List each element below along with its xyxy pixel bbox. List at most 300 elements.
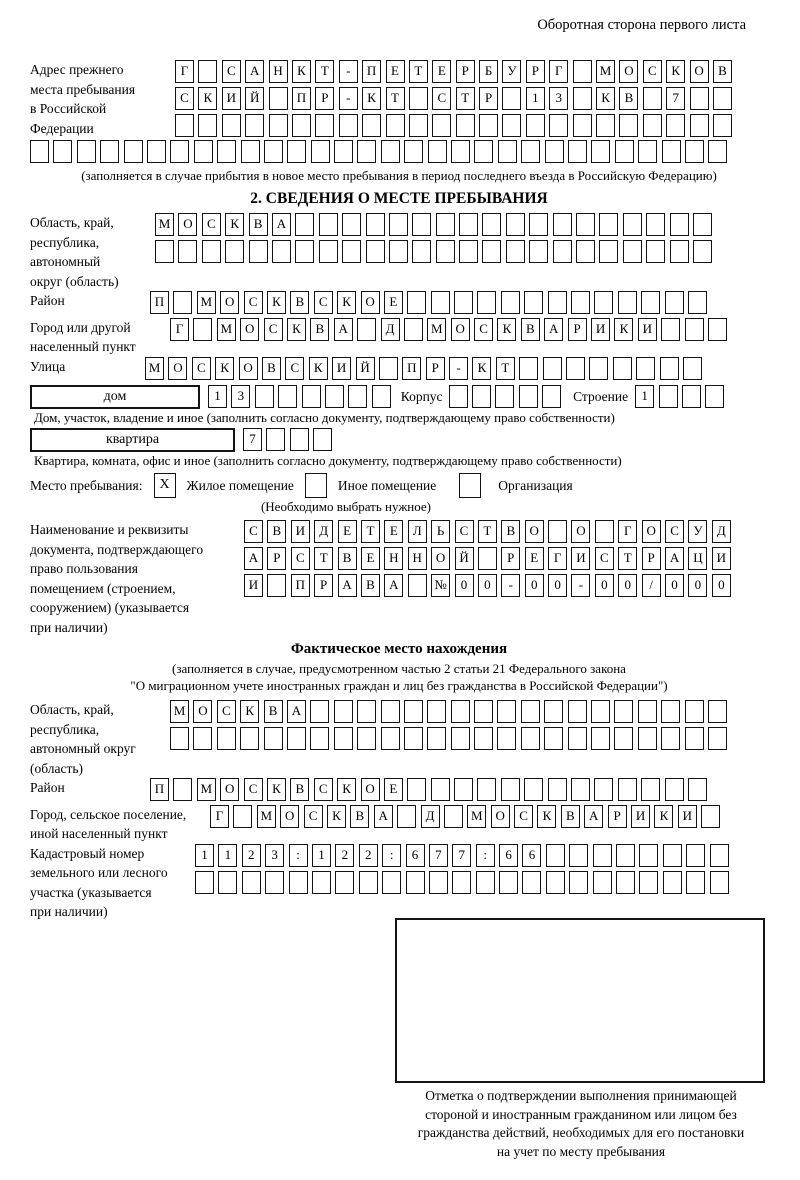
char-cell[interactable]: :: [476, 844, 495, 867]
char-cell[interactable]: 0: [595, 574, 614, 597]
char-cell[interactable]: С: [665, 520, 684, 543]
char-cell[interactable]: О: [220, 291, 239, 314]
char-cell[interactable]: [155, 240, 174, 263]
char-cell[interactable]: [593, 844, 612, 867]
char-cell[interactable]: [545, 140, 564, 163]
char-cell[interactable]: [218, 871, 237, 894]
char-cell[interactable]: С: [474, 318, 493, 341]
char-cell[interactable]: -: [339, 87, 358, 110]
char-cell[interactable]: Р: [456, 60, 475, 83]
char-cell[interactable]: Р: [608, 805, 627, 828]
char-cell[interactable]: [265, 871, 284, 894]
char-cell[interactable]: [255, 385, 274, 408]
char-cell[interactable]: [693, 240, 712, 263]
char-cell[interactable]: -: [501, 574, 520, 597]
char-cell[interactable]: С: [314, 291, 333, 314]
char-cell[interactable]: [30, 140, 49, 163]
char-cell[interactable]: Ь: [431, 520, 450, 543]
char-cell[interactable]: [451, 140, 470, 163]
char-cell[interactable]: 6: [406, 844, 425, 867]
char-cell[interactable]: [566, 357, 585, 380]
char-cell[interactable]: В: [521, 318, 540, 341]
char-cell[interactable]: [595, 520, 614, 543]
char-cell[interactable]: М: [467, 805, 486, 828]
char-cell[interactable]: И: [712, 547, 731, 570]
char-cell[interactable]: [147, 140, 166, 163]
char-cell[interactable]: 0: [665, 574, 684, 597]
char-cell[interactable]: А: [374, 805, 393, 828]
char-cell[interactable]: [436, 240, 455, 263]
char-cell[interactable]: [175, 114, 194, 137]
char-cell[interactable]: О: [642, 520, 661, 543]
char-cell[interactable]: [613, 357, 632, 380]
char-cell[interactable]: В: [561, 805, 580, 828]
char-cell[interactable]: И: [591, 318, 610, 341]
char-cell[interactable]: [660, 357, 679, 380]
char-cell[interactable]: №: [431, 574, 450, 597]
char-cell[interactable]: [521, 140, 540, 163]
char-cell[interactable]: О: [280, 805, 299, 828]
char-cell[interactable]: К: [267, 778, 286, 801]
char-cell[interactable]: /: [642, 574, 661, 597]
char-cell[interactable]: Т: [478, 520, 497, 543]
char-cell[interactable]: Г: [210, 805, 229, 828]
char-cell[interactable]: Р: [568, 318, 587, 341]
char-cell[interactable]: К: [215, 357, 234, 380]
char-cell[interactable]: [429, 871, 448, 894]
char-cell[interactable]: [568, 727, 587, 750]
char-cell[interactable]: [576, 213, 595, 236]
char-cell[interactable]: [594, 291, 613, 314]
char-cell[interactable]: [546, 871, 565, 894]
char-cell[interactable]: А: [287, 700, 306, 723]
char-cell[interactable]: Г: [618, 520, 637, 543]
char-cell[interactable]: О: [431, 547, 450, 570]
char-cell[interactable]: 6: [499, 844, 518, 867]
char-cell[interactable]: [427, 727, 446, 750]
char-cell[interactable]: [641, 291, 660, 314]
char-cell[interactable]: Е: [338, 520, 357, 543]
char-cell[interactable]: [502, 114, 521, 137]
char-cell[interactable]: Т: [314, 547, 333, 570]
char-cell[interactable]: Р: [267, 547, 286, 570]
char-cell[interactable]: [544, 700, 563, 723]
char-cell[interactable]: [225, 240, 244, 263]
char-cell[interactable]: [124, 140, 143, 163]
char-cell[interactable]: Г: [548, 547, 567, 570]
char-cell[interactable]: [289, 871, 308, 894]
char-cell[interactable]: А: [338, 574, 357, 597]
char-cell[interactable]: К: [292, 60, 311, 83]
char-cell[interactable]: [77, 140, 96, 163]
char-cell[interactable]: [170, 727, 189, 750]
char-cell[interactable]: М: [257, 805, 276, 828]
checkbox-residential-premises[interactable]: X: [154, 473, 176, 498]
char-cell[interactable]: В: [290, 291, 309, 314]
char-cell[interactable]: Й: [356, 357, 375, 380]
char-cell[interactable]: Г: [170, 318, 189, 341]
char-cell[interactable]: [665, 778, 684, 801]
checkbox-other-premises[interactable]: [305, 473, 327, 498]
char-cell[interactable]: [686, 844, 705, 867]
char-cell[interactable]: [357, 318, 376, 341]
char-cell[interactable]: [616, 844, 635, 867]
char-cell[interactable]: Т: [409, 60, 428, 83]
char-cell[interactable]: С: [432, 87, 451, 110]
char-cell[interactable]: [646, 213, 665, 236]
char-cell[interactable]: С: [217, 700, 236, 723]
char-cell[interactable]: В: [249, 213, 268, 236]
char-cell[interactable]: [319, 213, 338, 236]
char-cell[interactable]: Д: [314, 520, 333, 543]
char-cell[interactable]: О: [619, 60, 638, 83]
char-cell[interactable]: [428, 140, 447, 163]
char-cell[interactable]: [193, 727, 212, 750]
char-cell[interactable]: [222, 114, 241, 137]
char-cell[interactable]: У: [688, 520, 707, 543]
char-cell[interactable]: Ц: [688, 547, 707, 570]
char-cell[interactable]: П: [150, 291, 169, 314]
char-cell[interactable]: И: [571, 547, 590, 570]
char-cell[interactable]: К: [666, 60, 685, 83]
char-cell[interactable]: [498, 140, 517, 163]
char-cell[interactable]: [482, 240, 501, 263]
char-cell[interactable]: А: [665, 547, 684, 570]
char-cell[interactable]: [690, 87, 709, 110]
char-cell[interactable]: 6: [522, 844, 541, 867]
char-cell[interactable]: [708, 318, 727, 341]
char-cell[interactable]: Т: [618, 547, 637, 570]
char-cell[interactable]: [688, 778, 707, 801]
char-cell[interactable]: [342, 240, 361, 263]
char-cell[interactable]: В: [619, 87, 638, 110]
char-cell[interactable]: [292, 114, 311, 137]
char-cell[interactable]: [663, 871, 682, 894]
char-cell[interactable]: [688, 291, 707, 314]
char-cell[interactable]: :: [382, 844, 401, 867]
char-cell[interactable]: 3: [231, 385, 250, 408]
char-cell[interactable]: [501, 291, 520, 314]
char-cell[interactable]: [193, 318, 212, 341]
char-cell[interactable]: [278, 385, 297, 408]
char-cell[interactable]: [477, 291, 496, 314]
char-cell[interactable]: [576, 240, 595, 263]
char-cell[interactable]: К: [287, 318, 306, 341]
char-cell[interactable]: [454, 778, 473, 801]
char-cell[interactable]: [290, 428, 309, 451]
char-cell[interactable]: [379, 357, 398, 380]
char-cell[interactable]: [701, 805, 720, 828]
char-cell[interactable]: [553, 240, 572, 263]
char-cell[interactable]: И: [291, 520, 310, 543]
char-cell[interactable]: [599, 240, 618, 263]
char-cell[interactable]: [594, 778, 613, 801]
char-cell[interactable]: [524, 778, 543, 801]
char-cell[interactable]: 0: [525, 574, 544, 597]
char-cell[interactable]: [357, 727, 376, 750]
char-cell[interactable]: [497, 727, 516, 750]
char-cell[interactable]: С: [244, 778, 263, 801]
char-cell[interactable]: [287, 727, 306, 750]
char-cell[interactable]: [544, 727, 563, 750]
char-cell[interactable]: [451, 700, 470, 723]
char-cell[interactable]: [173, 291, 192, 314]
char-cell[interactable]: [287, 140, 306, 163]
char-cell[interactable]: К: [472, 357, 491, 380]
char-cell[interactable]: К: [362, 87, 381, 110]
char-cell[interactable]: [519, 385, 538, 408]
char-cell[interactable]: [639, 844, 658, 867]
char-cell[interactable]: [454, 291, 473, 314]
char-cell[interactable]: 7: [452, 844, 471, 867]
char-cell[interactable]: 0: [478, 574, 497, 597]
char-cell[interactable]: Р: [526, 60, 545, 83]
char-cell[interactable]: [339, 114, 358, 137]
char-cell[interactable]: Р: [426, 357, 445, 380]
char-cell[interactable]: [431, 291, 450, 314]
char-cell[interactable]: [357, 140, 376, 163]
char-cell[interactable]: [310, 727, 329, 750]
char-cell[interactable]: С: [595, 547, 614, 570]
char-cell[interactable]: [233, 805, 252, 828]
char-cell[interactable]: С: [175, 87, 194, 110]
char-cell[interactable]: [272, 240, 291, 263]
char-cell[interactable]: М: [197, 291, 216, 314]
char-cell[interactable]: О: [178, 213, 197, 236]
char-cell[interactable]: М: [217, 318, 236, 341]
char-cell[interactable]: [436, 213, 455, 236]
char-cell[interactable]: [452, 871, 471, 894]
char-cell[interactable]: [661, 318, 680, 341]
char-cell[interactable]: [619, 114, 638, 137]
char-cell[interactable]: [295, 213, 314, 236]
char-cell[interactable]: [412, 213, 431, 236]
char-cell[interactable]: [479, 114, 498, 137]
char-cell[interactable]: [641, 778, 660, 801]
char-cell[interactable]: [549, 114, 568, 137]
char-cell[interactable]: Т: [361, 520, 380, 543]
char-cell[interactable]: И: [631, 805, 650, 828]
char-cell[interactable]: [472, 385, 491, 408]
char-cell[interactable]: Р: [501, 547, 520, 570]
char-cell[interactable]: [708, 727, 727, 750]
char-cell[interactable]: [269, 114, 288, 137]
char-cell[interactable]: [359, 871, 378, 894]
char-cell[interactable]: П: [402, 357, 421, 380]
char-cell[interactable]: Е: [384, 520, 403, 543]
char-cell[interactable]: В: [501, 520, 520, 543]
char-cell[interactable]: [685, 318, 704, 341]
char-cell[interactable]: Е: [361, 547, 380, 570]
char-cell[interactable]: А: [244, 547, 263, 570]
char-cell[interactable]: Д: [421, 805, 440, 828]
char-cell[interactable]: 1: [635, 385, 654, 408]
char-cell[interactable]: К: [596, 87, 615, 110]
char-cell[interactable]: В: [264, 700, 283, 723]
char-cell[interactable]: 3: [265, 844, 284, 867]
char-cell[interactable]: [524, 291, 543, 314]
char-cell[interactable]: 0: [455, 574, 474, 597]
char-cell[interactable]: [474, 700, 493, 723]
char-cell[interactable]: П: [291, 574, 310, 597]
char-cell[interactable]: [663, 844, 682, 867]
char-cell[interactable]: Р: [479, 87, 498, 110]
char-cell[interactable]: [195, 871, 214, 894]
char-cell[interactable]: [521, 727, 540, 750]
char-cell[interactable]: Р: [315, 87, 334, 110]
char-cell[interactable]: [615, 140, 634, 163]
char-cell[interactable]: [623, 213, 642, 236]
char-cell[interactable]: [313, 428, 332, 451]
char-cell[interactable]: С: [291, 547, 310, 570]
char-cell[interactable]: [638, 727, 657, 750]
char-cell[interactable]: Г: [175, 60, 194, 83]
char-cell[interactable]: Р: [642, 547, 661, 570]
char-cell[interactable]: [431, 778, 450, 801]
char-cell[interactable]: [264, 140, 283, 163]
char-cell[interactable]: [381, 727, 400, 750]
char-cell[interactable]: Т: [456, 87, 475, 110]
char-cell[interactable]: [591, 727, 610, 750]
char-cell[interactable]: О: [525, 520, 544, 543]
char-cell[interactable]: В: [290, 778, 309, 801]
char-cell[interactable]: О: [220, 778, 239, 801]
char-cell[interactable]: [173, 778, 192, 801]
char-cell[interactable]: [502, 87, 521, 110]
char-cell[interactable]: [348, 385, 367, 408]
char-cell[interactable]: С: [222, 60, 241, 83]
char-cell[interactable]: С: [304, 805, 323, 828]
char-cell[interactable]: [646, 240, 665, 263]
char-cell[interactable]: [407, 291, 426, 314]
char-cell[interactable]: [477, 778, 496, 801]
char-cell[interactable]: [618, 778, 637, 801]
char-cell[interactable]: У: [502, 60, 521, 83]
char-cell[interactable]: [499, 871, 518, 894]
char-cell[interactable]: [497, 700, 516, 723]
char-cell[interactable]: 1: [312, 844, 331, 867]
char-cell[interactable]: [478, 547, 497, 570]
char-cell[interactable]: [710, 844, 729, 867]
char-cell[interactable]: [170, 140, 189, 163]
char-cell[interactable]: И: [638, 318, 657, 341]
char-cell[interactable]: [685, 727, 704, 750]
char-cell[interactable]: Е: [432, 60, 451, 83]
char-cell[interactable]: Й: [455, 547, 474, 570]
char-cell[interactable]: [685, 140, 704, 163]
char-cell[interactable]: 1: [195, 844, 214, 867]
char-cell[interactable]: С: [455, 520, 474, 543]
char-cell[interactable]: Е: [386, 60, 405, 83]
char-cell[interactable]: Б: [479, 60, 498, 83]
char-cell[interactable]: А: [272, 213, 291, 236]
char-cell[interactable]: [381, 700, 400, 723]
char-cell[interactable]: [571, 778, 590, 801]
char-cell[interactable]: Н: [408, 547, 427, 570]
char-cell[interactable]: [459, 213, 478, 236]
char-cell[interactable]: К: [240, 700, 259, 723]
char-cell[interactable]: Д: [381, 318, 400, 341]
char-cell[interactable]: -: [339, 60, 358, 83]
char-cell[interactable]: И: [332, 357, 351, 380]
char-cell[interactable]: [683, 357, 702, 380]
char-cell[interactable]: [661, 700, 680, 723]
char-cell[interactable]: [459, 240, 478, 263]
char-cell[interactable]: [408, 574, 427, 597]
char-cell[interactable]: [614, 727, 633, 750]
char-cell[interactable]: Л: [408, 520, 427, 543]
char-cell[interactable]: 0: [548, 574, 567, 597]
char-cell[interactable]: [713, 87, 732, 110]
char-cell[interactable]: Е: [384, 291, 403, 314]
char-cell[interactable]: А: [384, 574, 403, 597]
char-cell[interactable]: [381, 140, 400, 163]
char-cell[interactable]: [476, 871, 495, 894]
char-cell[interactable]: [342, 213, 361, 236]
char-cell[interactable]: [451, 727, 470, 750]
char-cell[interactable]: [264, 727, 283, 750]
char-cell[interactable]: [409, 114, 428, 137]
char-cell[interactable]: А: [334, 318, 353, 341]
char-cell[interactable]: М: [155, 213, 174, 236]
char-cell[interactable]: К: [337, 778, 356, 801]
char-cell[interactable]: [319, 240, 338, 263]
char-cell[interactable]: В: [262, 357, 281, 380]
char-cell[interactable]: [432, 114, 451, 137]
char-cell[interactable]: [444, 805, 463, 828]
char-cell[interactable]: В: [713, 60, 732, 83]
char-cell[interactable]: П: [150, 778, 169, 801]
char-cell[interactable]: 2: [359, 844, 378, 867]
char-cell[interactable]: [404, 700, 423, 723]
char-cell[interactable]: Н: [384, 547, 403, 570]
char-cell[interactable]: [638, 140, 657, 163]
char-cell[interactable]: [295, 240, 314, 263]
char-cell[interactable]: [553, 213, 572, 236]
char-cell[interactable]: [249, 240, 268, 263]
char-cell[interactable]: [569, 844, 588, 867]
char-cell[interactable]: К: [198, 87, 217, 110]
char-cell[interactable]: О: [571, 520, 590, 543]
char-cell[interactable]: [315, 114, 334, 137]
char-cell[interactable]: [519, 357, 538, 380]
char-cell[interactable]: [312, 871, 331, 894]
char-cell[interactable]: М: [596, 60, 615, 83]
char-cell[interactable]: [501, 778, 520, 801]
char-cell[interactable]: О: [240, 318, 259, 341]
char-cell[interactable]: [569, 871, 588, 894]
char-cell[interactable]: [665, 291, 684, 314]
char-cell[interactable]: [506, 213, 525, 236]
char-cell[interactable]: К: [309, 357, 328, 380]
char-cell[interactable]: [682, 385, 701, 408]
char-cell[interactable]: С: [202, 213, 221, 236]
char-cell[interactable]: [407, 778, 426, 801]
char-cell[interactable]: [662, 140, 681, 163]
char-cell[interactable]: В: [350, 805, 369, 828]
char-cell[interactable]: [357, 700, 376, 723]
char-cell[interactable]: -: [571, 574, 590, 597]
char-cell[interactable]: [638, 700, 657, 723]
char-cell[interactable]: И: [222, 87, 241, 110]
char-cell[interactable]: [217, 140, 236, 163]
char-cell[interactable]: А: [584, 805, 603, 828]
char-cell[interactable]: [53, 140, 72, 163]
char-cell[interactable]: [573, 114, 592, 137]
checkbox-organization[interactable]: [459, 473, 481, 498]
char-cell[interactable]: С: [285, 357, 304, 380]
char-cell[interactable]: [242, 871, 261, 894]
